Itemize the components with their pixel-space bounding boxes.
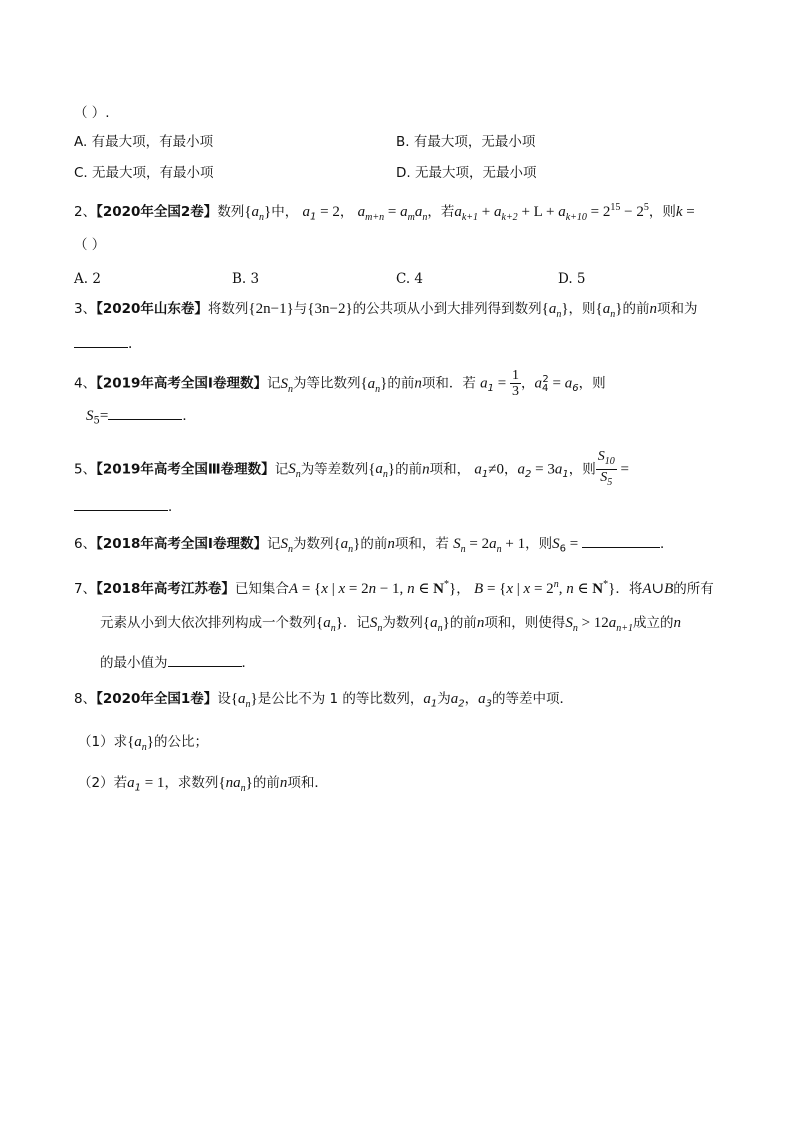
fraction-s10-s5: $\frac{S_{10}}{S_5}$ (597, 449, 615, 488)
q2-option-d: D. 5 (558, 271, 586, 287)
answer-paren: （ ）. (74, 105, 110, 121)
question-8-part-1: （1）求$\{a_n\}$的公比； (78, 734, 208, 753)
question-source: 【2020年全国1卷】 (96, 691, 218, 707)
option-a: A. 有最大项，有最小项 (74, 134, 214, 150)
question-6-blank[interactable] (582, 533, 660, 548)
question-8: 8、【2020年全国1卷】设$\{a_n\}$是公比不为 1 的等比数列，$a_1$为$a_2$，$a_3$的等差中项． (74, 691, 574, 710)
question-8-part-2: （2）若$a_1 = 1$，求数列$\{na_n\}$的前n项和． (78, 775, 328, 794)
question-5-blank[interactable]: ． (74, 496, 182, 516)
question-2-paren: （ ） (74, 237, 106, 253)
question-source: 【2020年全国2卷】 (96, 204, 218, 220)
question-7-line-3: 的最小值为 ． (100, 652, 255, 672)
question-source: 【2019年高考全国Ⅲ卷理数】 (96, 461, 275, 478)
question-2: 2、【2020年全国2卷】数列$\{a_n\}$中， $a_1 = 2$， $a_{m+n} = a_ma_n$，若$a_{k+1} + a_{k+2} + L + a_{k+10} = 2^{15} - 2^5$，则k = (74, 202, 695, 223)
question-7-blank[interactable] (168, 652, 242, 667)
question-4-blank[interactable]: $S_5=$ ． (86, 405, 196, 431)
question-4: 4、【2019年高考全国Ⅰ卷理数】记$S_n$为等比数列$\{a_n\}$的前n项和．若 $a_1$ = $\frac{1}{3}$ ，$a_4^2 = a_6$，则 (74, 368, 606, 399)
question-source: 【2018年高考全国Ⅰ卷理数】 (96, 536, 267, 552)
question-source: 【2020年山东卷】 (96, 301, 208, 317)
option-d: D. 无最大项，无最小项 (396, 165, 537, 181)
q2-option-c: C. 4 (396, 271, 424, 287)
q2-option-a: A. 2 (74, 271, 101, 287)
question-3-blank[interactable]: . (74, 333, 132, 353)
question-7: 7、【2018年高考江苏卷】已知集合A = {x | x = 2n − 1, n ∈ N*}， B = {x | $x = 2^n$, n ∈ N*}．将A∪B的所有 (74, 579, 714, 597)
question-7-line-2: 元素从小到大依次排列构成一个数列$\{a_n\}$．记$S_n$为数列$\{a_n\}$的前n项和，则使得$S_n > 12a_{n+1}$成立的n (100, 615, 682, 634)
question-source: 【2018年高考江苏卷】 (96, 581, 235, 597)
option-c: C. 无最大项，有最小项 (74, 165, 214, 181)
question-source: 【2019年高考全国Ⅰ卷理数】 (96, 375, 267, 392)
fraction-one-third: $\frac{1}{3}$ (512, 368, 519, 399)
q2-option-b: B. 3 (232, 271, 260, 287)
option-b: B. 有最大项，无最小项 (396, 134, 536, 150)
question-3: 3、【2020年山东卷】将数列{2n−1}与{3n−2}的公共项从小到大排列得到数列$\{a_n\}$，则$\{a_n\}$的前n项和为 (74, 301, 698, 320)
question-6: 6、【2018年高考全国Ⅰ卷理数】记$S_n$为数列$\{a_n\}$的前n项和，若 $S_n = 2a_n + 1$，则$S_6$ = ． (74, 533, 673, 559)
question-5: 5、【2019年高考全国Ⅲ卷理数】记$S_n$为等差数列$\{a_n\}$的前n项和， $a_1\ne 0$，$a_2 = 3a_1$，则 $\frac{S_{10}}{S_5}$ = (74, 449, 629, 488)
